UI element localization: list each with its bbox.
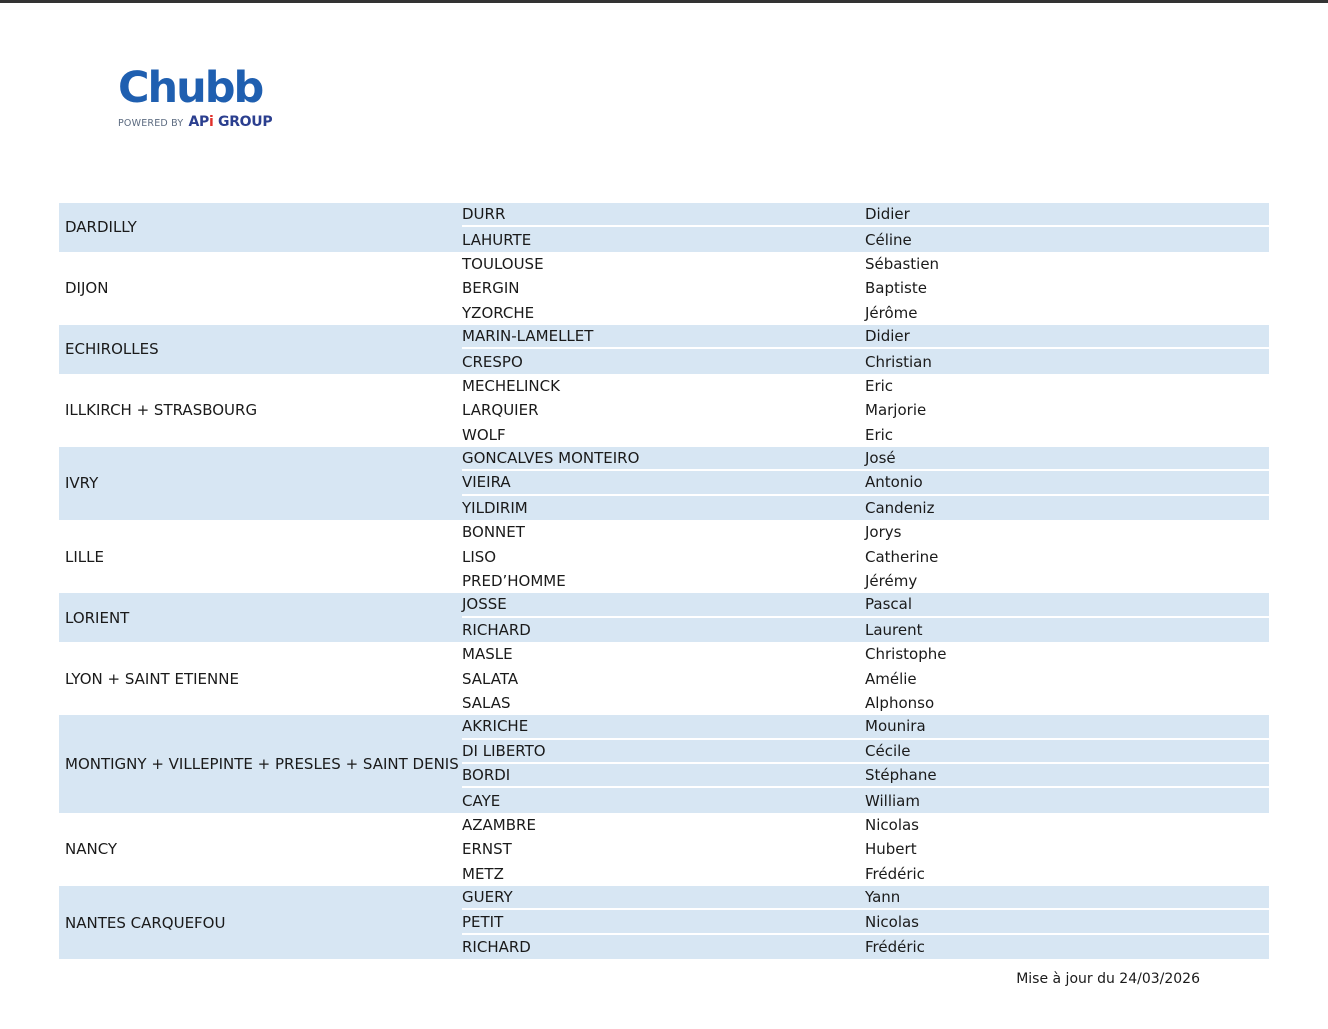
table-row <box>462 276 1269 300</box>
site-people <box>462 374 1269 447</box>
site-group <box>59 642 1269 715</box>
last-name: SALATA <box>462 669 519 688</box>
site-people <box>462 593 1269 642</box>
last-name: SALAS <box>462 694 511 712</box>
last-name: TOULOUSE <box>462 254 544 273</box>
site-group <box>59 447 1269 520</box>
site-people <box>462 813 1269 886</box>
last-name: BERGIN <box>462 279 520 298</box>
first-name: Mounira <box>865 717 926 736</box>
last-name: LISO <box>462 547 497 566</box>
last-name: MARIN-LAMELLET <box>462 327 594 346</box>
last-name: CAYE <box>462 791 501 810</box>
chubb-logo <box>118 63 273 131</box>
site-group <box>59 203 1269 252</box>
table-row <box>462 642 1269 666</box>
last-name: JOSSE <box>462 595 507 614</box>
first-name: Frédéric <box>865 937 925 956</box>
site-name: LILLE <box>65 547 104 566</box>
contacts-table <box>59 203 1269 959</box>
site-group <box>59 813 1269 886</box>
site-name: DARDILLY <box>65 218 137 237</box>
table-row <box>462 935 1269 959</box>
table-row <box>462 813 1269 837</box>
first-name: Christophe <box>865 645 947 664</box>
table-row <box>462 447 1269 471</box>
first-name: Pascal <box>865 595 912 614</box>
last-name: DURR <box>462 205 506 224</box>
site-group <box>59 520 1269 593</box>
table-row <box>462 520 1269 544</box>
first-name: Hubert <box>865 840 917 859</box>
last-name: AZAMBRE <box>462 815 536 834</box>
table-row <box>462 349 1269 373</box>
last-name: BONNET <box>462 523 525 542</box>
table-row <box>462 374 1269 398</box>
first-name: Christian <box>865 352 932 371</box>
last-name: YZORCHE <box>462 303 535 322</box>
table-row <box>462 423 1269 447</box>
table-row <box>462 862 1269 886</box>
site-name: ILLKIRCH + STRASBOURG <box>65 401 258 420</box>
first-name: Catherine <box>865 547 939 566</box>
site-people <box>462 447 1269 520</box>
site-people <box>462 252 1269 325</box>
site-name: NANCY <box>65 840 118 859</box>
update-date: Mise à jour du 24/03/2026 <box>1016 971 1200 987</box>
first-name: William <box>865 791 920 810</box>
last-name: PETIT <box>462 912 504 931</box>
first-name: Eric <box>865 425 894 444</box>
first-name: Jérémy <box>865 572 918 591</box>
last-name: GONCALVES MONTEIRO <box>462 449 640 468</box>
table-row <box>462 471 1269 495</box>
table-row <box>462 203 1269 227</box>
site-group <box>59 715 1269 813</box>
site-name: DIJON <box>65 279 109 298</box>
site-people <box>462 886 1269 959</box>
site-name: LYON + SAINT ETIENNE <box>65 669 239 688</box>
last-name: PRED’HOMME <box>462 572 566 591</box>
last-name: YILDIRIM <box>462 498 528 517</box>
last-name: WOLF <box>462 425 506 444</box>
first-name: Nicolas <box>865 815 919 834</box>
logo-api-group: APi GROUP <box>188 114 273 130</box>
site-name: IVRY <box>65 474 99 493</box>
first-name: Didier <box>865 327 910 346</box>
logo-powered-by: POWERED BY <box>118 118 184 129</box>
last-name: MECHELINCK <box>462 376 560 395</box>
last-name: CRESPO <box>462 352 523 371</box>
site-people <box>462 642 1269 715</box>
site-group <box>59 593 1269 642</box>
first-name: Jérôme <box>865 303 918 322</box>
first-name: Céline <box>865 230 912 249</box>
last-name: DI LIBERTO <box>462 741 546 760</box>
first-name: Nicolas <box>865 912 919 931</box>
table-row <box>462 301 1269 325</box>
site-people <box>462 520 1269 593</box>
table-row <box>462 496 1269 520</box>
table-row <box>462 764 1269 788</box>
table-row <box>462 618 1269 642</box>
first-name: Cécile <box>865 741 911 760</box>
first-name: Didier <box>865 205 910 224</box>
last-name: MASLE <box>462 645 513 664</box>
last-name: METZ <box>462 864 504 883</box>
table-row <box>462 788 1269 812</box>
last-name: RICHARD <box>462 620 531 639</box>
site-people <box>462 203 1269 252</box>
site-name: ECHIROLLES <box>65 340 159 359</box>
table-row <box>462 666 1269 690</box>
site-group <box>59 252 1269 325</box>
first-name: Alphonso <box>865 694 935 712</box>
first-name: Candeniz <box>865 498 935 517</box>
top-border <box>0 0 1328 3</box>
last-name: LAHURTE <box>462 230 532 249</box>
table-row <box>462 252 1269 276</box>
site-group <box>59 325 1269 374</box>
site-group <box>59 886 1269 959</box>
table-row <box>462 593 1269 617</box>
logo-wordmark: Chubb <box>118 63 263 113</box>
first-name: Antonio <box>865 473 923 492</box>
site-people <box>462 715 1269 813</box>
site-name: LORIENT <box>65 608 130 627</box>
last-name: ERNST <box>462 840 512 859</box>
last-name: VIEIRA <box>462 473 511 492</box>
site-name: MONTIGNY + VILLEPINTE + PRESLES + SAINT DENIS <box>65 754 459 773</box>
table-row <box>462 715 1269 739</box>
table-row <box>462 910 1269 934</box>
table-row <box>462 398 1269 422</box>
site-people <box>462 325 1269 374</box>
table-row <box>462 837 1269 861</box>
table-row <box>462 325 1269 349</box>
site-name: NANTES CARQUEFOU <box>65 913 226 932</box>
last-name: LARQUIER <box>462 401 539 420</box>
table-row <box>462 691 1269 715</box>
first-name: Yann <box>865 888 901 907</box>
table-row <box>462 227 1269 251</box>
first-name: Frédéric <box>865 864 925 883</box>
first-name: Sébastien <box>865 254 940 273</box>
logo-tagline <box>118 114 272 131</box>
first-name: José <box>865 449 896 468</box>
last-name: BORDI <box>462 766 511 785</box>
table-row <box>462 544 1269 568</box>
last-name: GUERY <box>462 888 513 907</box>
first-name: Baptiste <box>865 279 927 298</box>
first-name: Laurent <box>865 620 923 639</box>
last-name: RICHARD <box>462 937 531 956</box>
first-name: Marjorie <box>865 401 927 420</box>
first-name: Stéphane <box>865 766 937 785</box>
table-row <box>462 886 1269 910</box>
first-name: Eric <box>865 376 894 395</box>
first-name: Amélie <box>865 669 917 688</box>
table-row <box>462 569 1269 593</box>
last-name: AKRICHE <box>462 717 529 736</box>
first-name: Jorys <box>865 523 902 542</box>
site-group <box>59 374 1269 447</box>
table-row <box>462 740 1269 764</box>
